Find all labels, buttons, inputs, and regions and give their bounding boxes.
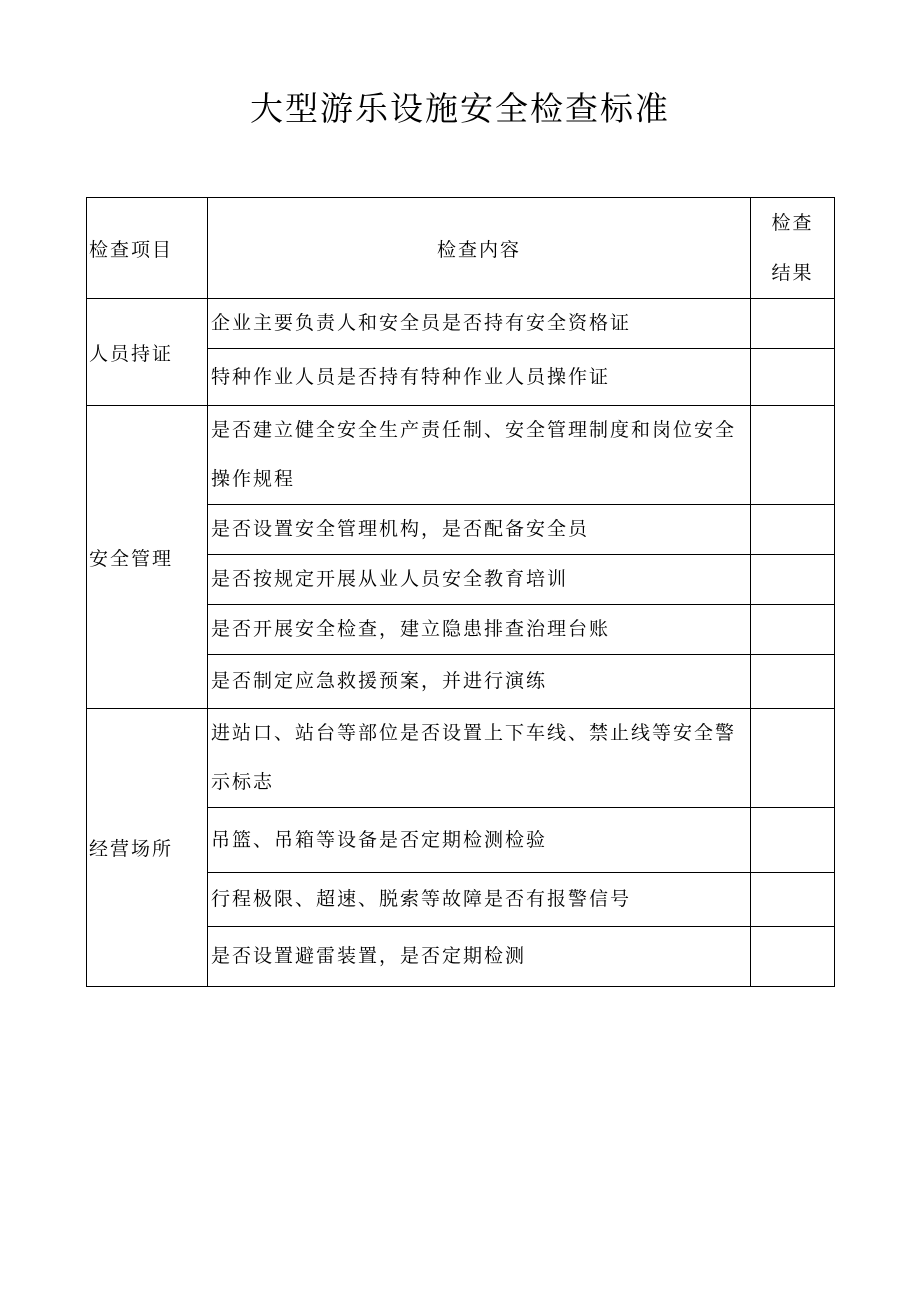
check-content: 进站口、站台等部位是否设置上下车线、禁止线等安全警示标志 (208, 709, 751, 808)
check-result-cell[interactable] (751, 709, 835, 808)
check-content: 企业主要负责人和安全员是否持有安全资格证 (208, 299, 751, 349)
check-content: 是否制定应急救援预案，并进行演练 (208, 655, 751, 709)
check-result-cell[interactable] (751, 406, 835, 505)
table-row (87, 299, 835, 349)
check-result-cell[interactable] (751, 808, 835, 873)
table-row (87, 709, 835, 808)
check-result-cell[interactable] (751, 605, 835, 655)
check-content: 特种作业人员是否持有特种作业人员操作证 (208, 349, 751, 406)
check-result-cell[interactable] (751, 349, 835, 406)
check-content: 是否开展安全检查，建立隐患排查治理台账 (208, 605, 751, 655)
check-result-cell[interactable] (751, 299, 835, 349)
check-result-cell[interactable] (751, 555, 835, 605)
header-check-item: 检查项目 (87, 198, 208, 299)
group-personnel-certification: 人员持证 (87, 299, 208, 406)
check-content: 是否按规定开展从业人员安全教育培训 (208, 555, 751, 605)
check-result-cell[interactable] (751, 873, 835, 927)
group-safety-management: 安全管理 (87, 406, 208, 709)
check-content: 是否建立健全安全生产责任制、安全管理制度和岗位安全操作规程 (208, 406, 751, 505)
group-business-premises: 经营场所 (87, 709, 208, 987)
check-content: 行程极限、超速、脱索等故障是否有报警信号 (208, 873, 751, 927)
check-result-cell[interactable] (751, 655, 835, 709)
header-check-result-line1: 检查 (771, 212, 814, 234)
table-header-row (87, 198, 835, 299)
page-title: 大型游乐设施安全检查标准 (250, 89, 670, 128)
inspection-table (86, 197, 835, 987)
table-row (87, 406, 835, 505)
header-check-result-line2: 结果 (771, 262, 814, 284)
check-result-cell[interactable] (751, 505, 835, 555)
check-result-cell[interactable] (751, 927, 835, 987)
header-check-result (751, 198, 835, 299)
check-content: 吊篮、吊箱等设备是否定期检测检验 (208, 808, 751, 873)
check-content: 是否设置避雷装置，是否定期检测 (208, 927, 751, 987)
check-content: 是否设置安全管理机构，是否配备安全员 (208, 505, 751, 555)
header-check-content: 检查内容 (208, 198, 751, 299)
